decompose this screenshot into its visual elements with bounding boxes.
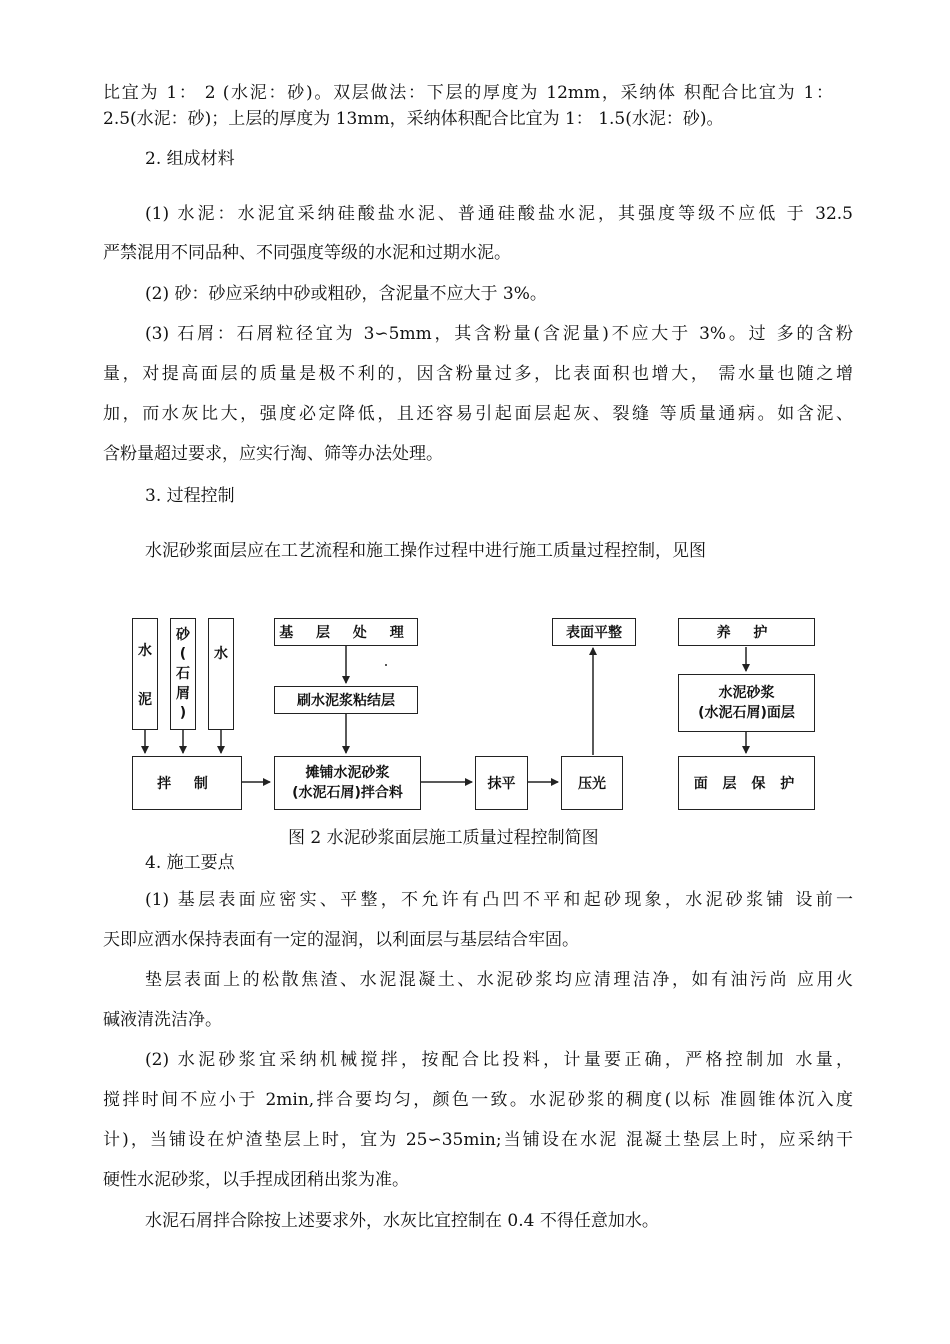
smoothing-box — [475, 756, 528, 810]
mixing-box — [132, 756, 242, 810]
text-line: 碱液清洗洁净。 — [103, 1010, 222, 1030]
surface-level-box — [552, 618, 636, 646]
sand-material-box — [170, 618, 196, 730]
figure-caption: 图 2 水泥砂浆面层施工质量过程控制简图 — [288, 828, 599, 848]
spread-mortar-sublabel: (水泥石屑)拌合料 — [292, 785, 403, 801]
surface-protection-box — [678, 756, 815, 810]
text-line: 计)，当铺设在炉渣垫层上时，宜为 25∽35min;当铺设在水泥 混凝土垫层上时，应采纳干 — [103, 1130, 853, 1150]
base-treatment-label: 基 层 处 理 — [279, 625, 413, 641]
cement-char: 泥 — [138, 691, 152, 708]
surface-protection-label: 面 层 保 护 — [693, 776, 800, 792]
cement-char: 水 — [138, 642, 152, 659]
text-line: (2) 水泥砂浆宜采纳机械搅拌，按配合比投料，计量要正确，严格控制加 水量， — [145, 1050, 853, 1070]
surface-layer-box — [678, 674, 815, 732]
curing-box — [678, 618, 815, 646]
text-line: 加，而水灰比大，强度必定降低，且还容易引起面层起灰、裂缝 等质量通病。如含泥、 — [103, 404, 853, 424]
base-treatment-box — [274, 618, 418, 646]
text-line: 比宜为 1： 2 (水泥：砂)。双层做法：下层的厚度为 12mm，采纳体 积配合比宜为 1： — [103, 83, 833, 103]
sand-char: 砂 — [176, 626, 190, 643]
text-line: 垫层表面上的松散焦渣、水泥混凝土、水泥砂浆均应清理洁净，如有油污尚 应用火 — [145, 970, 853, 990]
text-line: 水泥石屑拌合除按上述要求外，水灰比宜控制在 0.4 不得任意加水。 — [145, 1211, 659, 1231]
sand-char: 石 — [176, 665, 190, 682]
bond-layer-box — [274, 686, 418, 714]
section-heading: 4. 施工要点 — [145, 853, 235, 873]
cement-material-box — [132, 618, 158, 730]
sand-char: 屑 — [176, 685, 190, 702]
text-line: 含粉量超过要求，应实行淘、筛等办法处理。 — [103, 444, 443, 464]
text-line: (2) 砂：砂应采纳中砂或粗砂，含泥量不应大于 3%。 — [145, 284, 547, 304]
surface-layer-sublabel: (水泥石屑)面层 — [698, 705, 795, 721]
spread-mortar-label: 摊铺水泥砂浆 — [305, 765, 390, 781]
section-heading: 3. 过程控制 — [145, 486, 235, 506]
text-line: 量，对提高面层的质量是极不利的，因含粉量过多，比表面积也增大， 需水量也随之增 — [103, 364, 853, 384]
surface-layer-label: 水泥砂浆 — [718, 685, 775, 701]
text-line: 严禁混用不同品种、不同强度等级的水泥和过期水泥。 — [103, 243, 511, 263]
text-line: 搅拌时间不应小于 2min,拌合要均匀，颜色一致。水泥砂浆的稠度(以标 准圆锥体沉入度 — [103, 1090, 853, 1110]
text-line: 硬性水泥砂浆，以手捏成团稍出浆为准。 — [103, 1170, 409, 1190]
text-line: 2.5(水泥：砂)；上层的厚度为 13mm，采纳体积配合比宜为 1： 1.5(水泥：砂)。 — [103, 109, 724, 129]
pressing-box — [561, 756, 623, 810]
water-material-box — [208, 618, 234, 730]
spread-mortar-box — [274, 756, 421, 810]
text-line: 天即应洒水保持表面有一定的湿润，以利面层与基层结合牢固。 — [103, 930, 579, 950]
curing-label: 养 护 — [716, 625, 777, 641]
text-line: (1) 基层表面应密实、平整，不允许有凸凹不平和起砂现象，水泥砂浆铺 设前一 — [145, 890, 853, 910]
surface-level-label: 表面平整 — [566, 625, 622, 641]
sand-char: ) — [179, 705, 187, 722]
section-heading: 2. 组成材料 — [145, 149, 235, 169]
text-line: (1) 水泥：水泥宜采纳硅酸盐水泥、普通硅酸盐水泥，其强度等级不应低 于 32.5 — [145, 204, 853, 224]
text-line: (3) 石屑：石屑粒径宜为 3∽5mm，其含粉量(含泥量)不应大于 3%。过 多的含粉 — [145, 324, 853, 344]
bond-layer-label: 刷水泥浆粘结层 — [297, 693, 395, 709]
water-char: 水 — [214, 646, 228, 662]
sand-char: ( — [179, 646, 187, 663]
text-line: 水泥砂浆面层应在工艺流程和施工操作过程中进行施工质量过程控制，见图 — [145, 541, 706, 561]
process-flowchart — [128, 610, 828, 815]
smoothing-label: 抹平 — [487, 776, 516, 792]
mixing-label: 拌 制 — [157, 776, 217, 792]
pressing-label: 压光 — [578, 776, 606, 792]
